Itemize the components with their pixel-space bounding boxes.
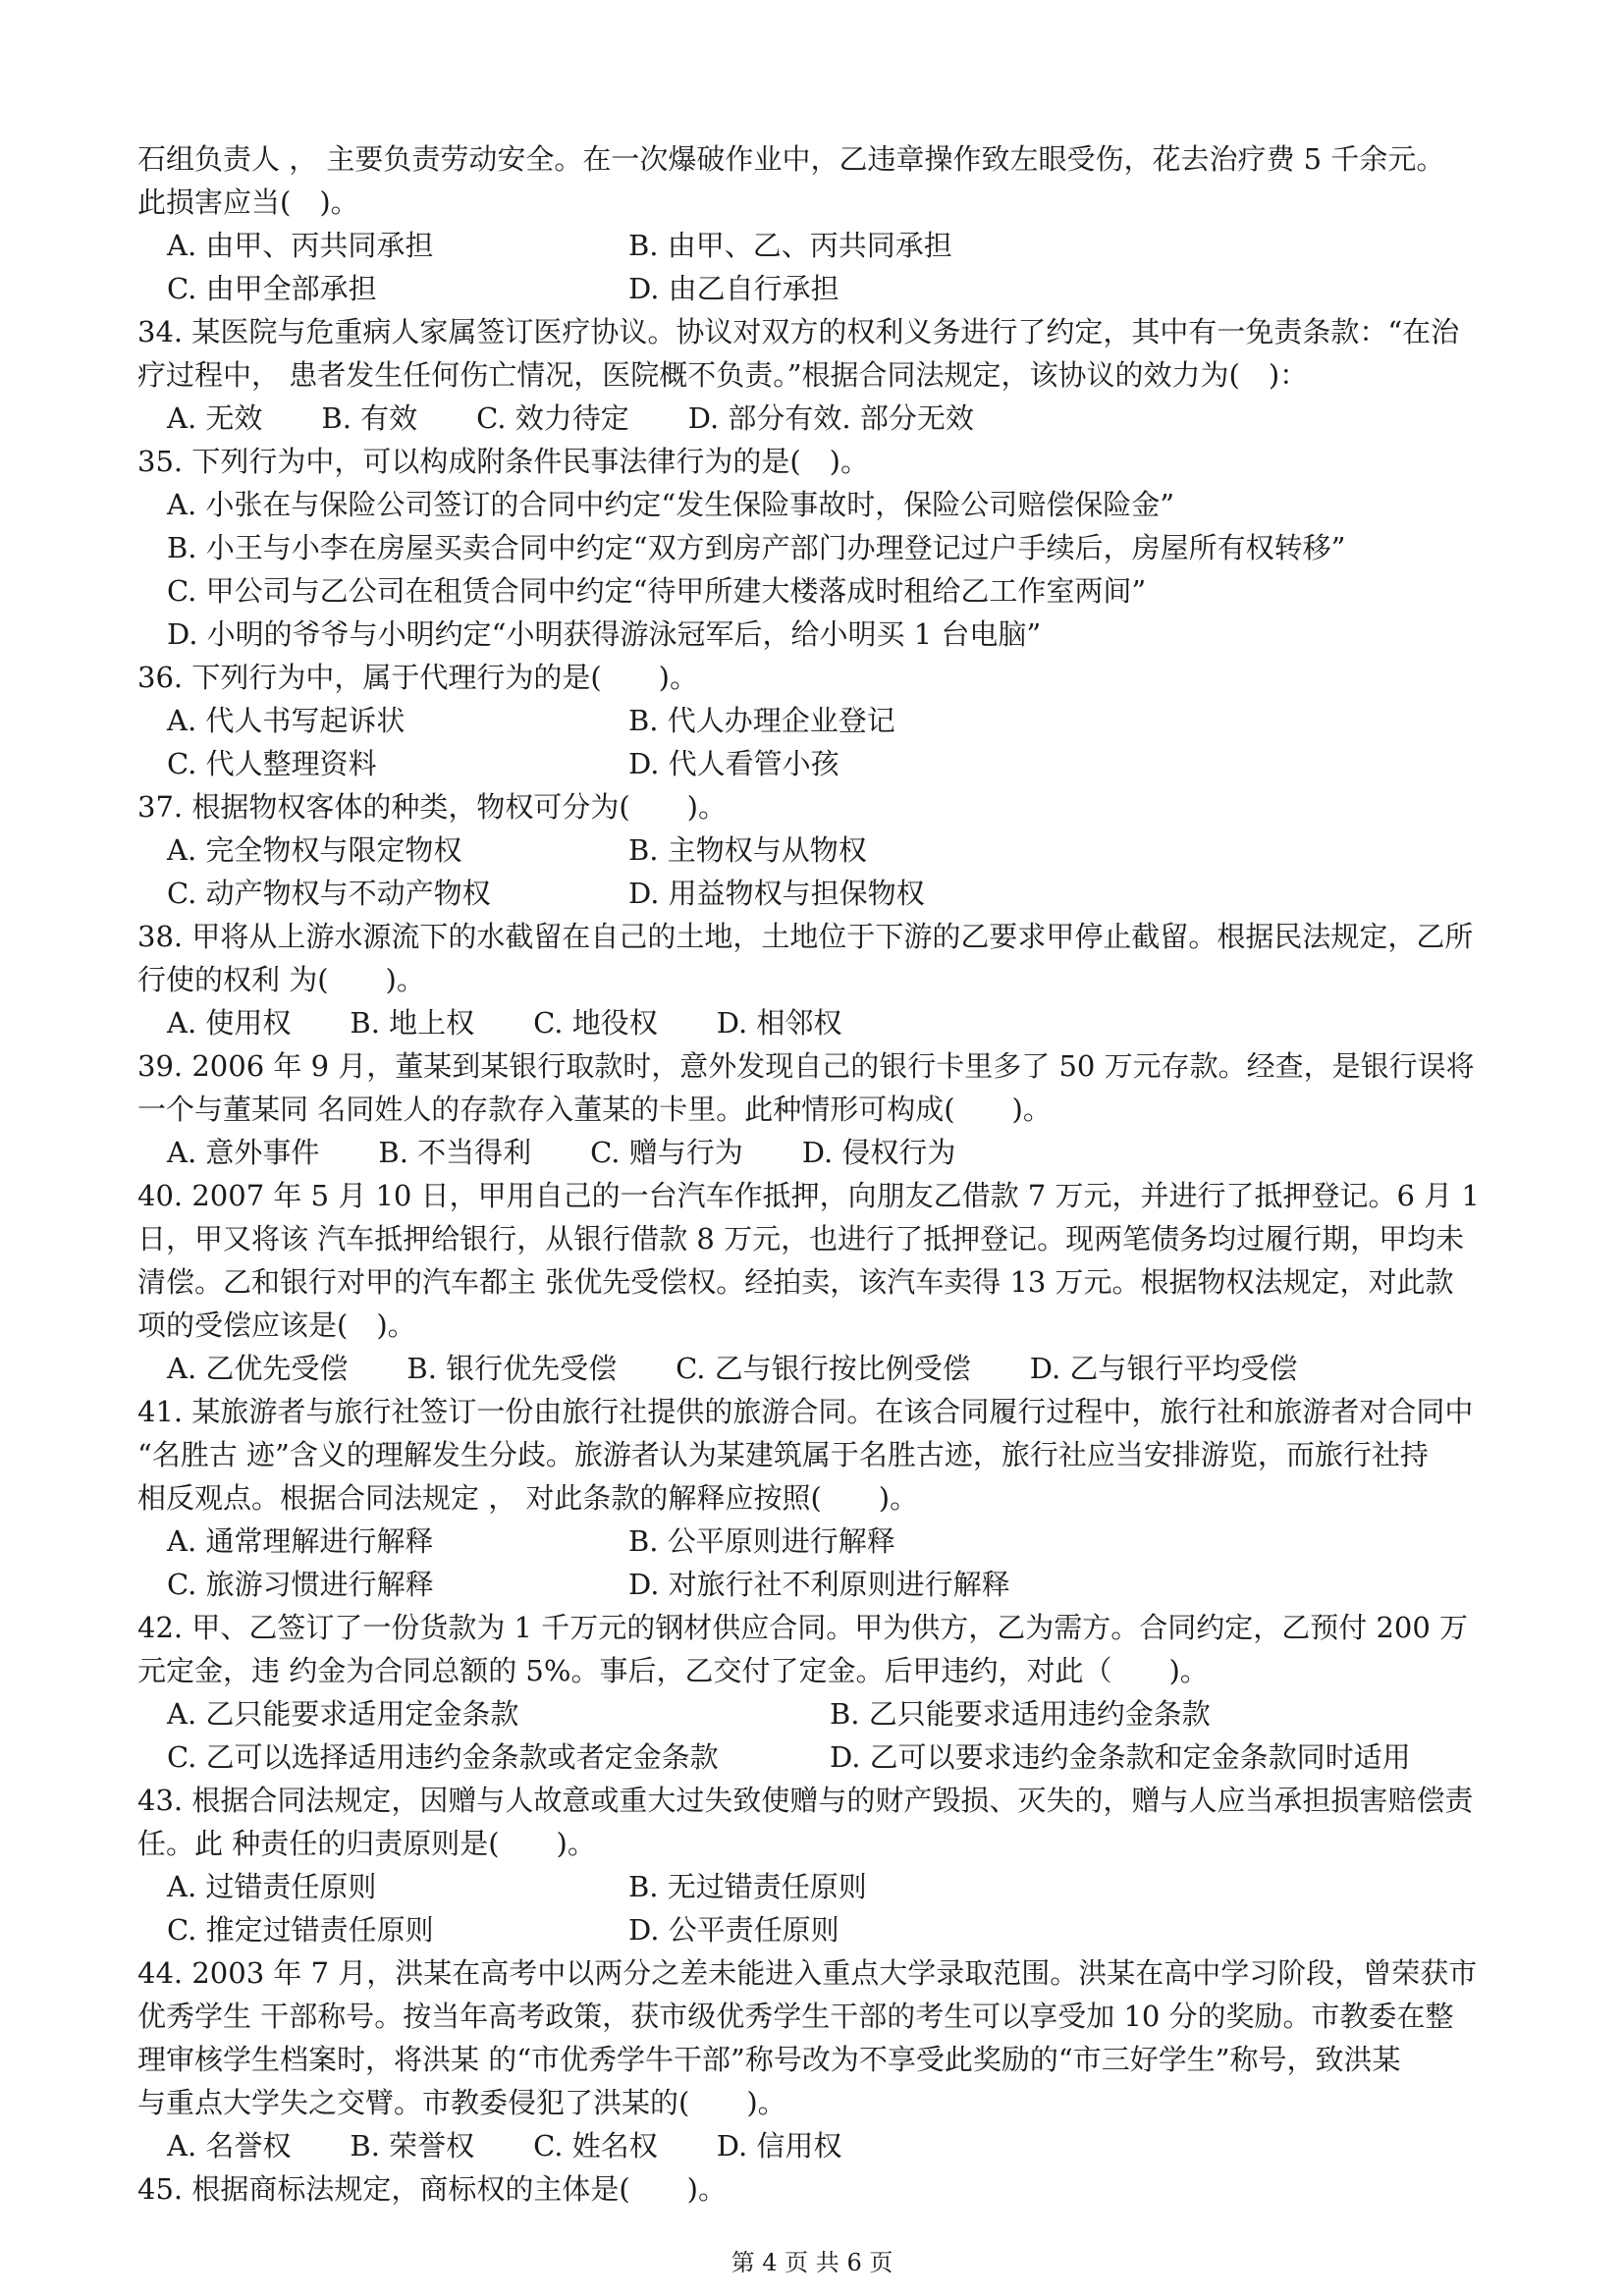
option-a: A. 无效 bbox=[167, 401, 263, 435]
option-a: A. 乙只能要求适用定金条款 bbox=[167, 1697, 519, 1731]
options-row bbox=[137, 1001, 1492, 1044]
question-text: 45. 根据商标法规定，商标权的主体是( )。 bbox=[137, 2172, 727, 2206]
question-36 bbox=[137, 656, 1492, 785]
option-c: C. 旅游习惯进行解释 bbox=[167, 1568, 434, 1601]
question-37 bbox=[137, 785, 1492, 915]
option-c: C. 姓名权 bbox=[533, 2129, 658, 2163]
option-d: D. 部分有效. 部分无效 bbox=[687, 401, 974, 435]
options-row bbox=[137, 1131, 1492, 1174]
option-c: C. 乙可以选择适用违约金条款或者定金条款 bbox=[167, 1740, 719, 1774]
option-d: D. 相邻权 bbox=[716, 1006, 842, 1040]
option-b: B. 乙只能要求适用违约金条款 bbox=[830, 1697, 1211, 1731]
option-c: C. 推定过错责任原则 bbox=[167, 1913, 434, 1947]
option-d: D. 代人看管小孩 bbox=[628, 747, 839, 780]
option-a: A. 意外事件 bbox=[167, 1136, 320, 1169]
page-footer: 第 4 页 共 6 页 bbox=[731, 2249, 893, 2276]
option-d: D. 乙与银行平均受偿 bbox=[1029, 1352, 1298, 1385]
option-d: D. 公平责任原则 bbox=[628, 1913, 839, 1947]
option-c: C. 赠与行为 bbox=[590, 1136, 743, 1169]
options-row bbox=[137, 1692, 1492, 1735]
options-row bbox=[137, 1563, 1492, 1606]
option-b: B. 不当得利 bbox=[378, 1136, 532, 1169]
option-b: B. 公平原则进行解释 bbox=[628, 1524, 895, 1558]
option-a: A. 小张在与保险公司签订的合同中约定“发生保险事故时，保险公司赔偿保险金” bbox=[167, 488, 1175, 521]
option-c: C. 由甲全部承担 bbox=[167, 272, 377, 305]
question-text: 40. 2007 年 5 月 10 日，甲用自己的一台汽车作抵押，向朋友乙借款 7 万元，并进行了抵押登记。6 月 1 bbox=[137, 1179, 1480, 1212]
question-text: 任。此 种责任的归责原则是( )。 bbox=[137, 1827, 596, 1860]
question-text: 清偿。乙和银行对甲的汽车都主 张优先受偿权。经拍卖，该汽车卖得 13 万元。根据物权法规定，对此款 bbox=[137, 1265, 1454, 1299]
question-38 bbox=[137, 915, 1492, 1044]
question-text: 36. 下列行为中，属于代理行为的是( )。 bbox=[137, 661, 698, 694]
option-b: B. 地上权 bbox=[350, 1006, 475, 1040]
option-b: B. 有效 bbox=[321, 401, 418, 435]
option-b: B. 银行优先受偿 bbox=[406, 1352, 618, 1385]
option-a: A. 过错责任原则 bbox=[167, 1870, 377, 1903]
options-row bbox=[137, 1735, 1492, 1779]
option-d: D. 信用权 bbox=[716, 2129, 842, 2163]
options-row bbox=[137, 2124, 1492, 2167]
question-text: 42. 甲、乙签订了一份货款为 1 千万元的钢材供应合同。甲为供方，乙为需方。合同约定，乙预付 200 万 bbox=[137, 1611, 1469, 1644]
question-text: 行使的权利 为( )。 bbox=[137, 963, 425, 996]
option-d: D. 侵权行为 bbox=[801, 1136, 956, 1169]
option-a: A. 使用权 bbox=[167, 1006, 292, 1040]
option-c: C. 代人整理资料 bbox=[167, 747, 377, 780]
question-text: 项的受偿应该是( )。 bbox=[137, 1308, 416, 1342]
options-row bbox=[137, 267, 1492, 310]
option-c: C. 甲公司与乙公司在租赁合同中约定“待甲所建大楼落成时租给乙工作室两间” bbox=[167, 574, 1147, 608]
options-row bbox=[137, 742, 1492, 785]
question-text: 37. 根据物权客体的种类，物权可分为( )。 bbox=[137, 790, 727, 824]
options-row bbox=[137, 872, 1492, 915]
question-34 bbox=[137, 310, 1492, 440]
question-text: 疗过程中， 患者发生任何伤亡情况，医院概不负责。”根据合同法规定，该协议的效力为( )： bbox=[137, 358, 1309, 392]
option-c: C. 效力待定 bbox=[476, 401, 629, 435]
question-text: 34. 某医院与危重病人家属签订医疗协议。协议对双方的权利义务进行了约定，其中有一免责条款：“在治 bbox=[137, 315, 1460, 348]
question-text: 一个与董某同 名同姓人的存款存入董某的卡里。此种情形可构成( )。 bbox=[137, 1093, 1052, 1126]
option-b: B. 无过错责任原则 bbox=[628, 1870, 867, 1903]
question-text: 相反观点。根据合同法规定 ， 对此条款的解释应按照( )。 bbox=[137, 1481, 919, 1515]
question-text: 理审核学生档案时，将洪某 的“市优秀学牛干部”称号改为不享受此奖励的“市三好学生”称号，致洪某 bbox=[137, 2043, 1401, 2076]
question-39 bbox=[137, 1044, 1492, 1174]
question-text: 元定金，违 约金为合同总额的 5%。事后，乙交付了定金。后甲违约，对此（ )。 bbox=[137, 1654, 1209, 1687]
question-text: 39. 2006 年 9 月，董某到某银行取款时，意外发现自己的银行卡里多了 50 万元存款。经查，是银行误将 bbox=[137, 1049, 1475, 1083]
option-c: C. 地役权 bbox=[533, 1006, 658, 1040]
option-a: A. 由甲、丙共同承担 bbox=[167, 229, 434, 262]
question-text: 与重点大学失之交臂。市教委侵犯了洪某的( )。 bbox=[137, 2086, 786, 2119]
option-d: D. 小明的爷爷与小明约定“小明获得游泳冠军后，给小明买 1 台电脑” bbox=[167, 617, 1042, 651]
options-row bbox=[137, 1347, 1492, 1390]
options-row bbox=[137, 397, 1492, 440]
question-35 bbox=[137, 440, 1492, 656]
options-row bbox=[137, 1520, 1492, 1563]
question-text: “名胜古 迹”含义的理解发生分歧。旅游者认为某建筑属于名胜古迹，旅行社应当安排游览，而旅行社持 bbox=[137, 1438, 1429, 1471]
question-text: 38. 甲将从上游水源流下的水截留在自己的土地，土地位于下游的乙要求甲停止截留。根据民法规定，乙所 bbox=[137, 920, 1474, 953]
question-text: 43. 根据合同法规定，因赠与人故意或重大过失致使赠与的财产毁损、灭失的，赠与人应当承担损害赔偿责 bbox=[137, 1784, 1474, 1817]
question-text: 日，甲又将该 汽车抵押给银行，从银行借款 8 万元，也进行了抵押登记。现两笔债务均过履行期，甲均未 bbox=[137, 1222, 1465, 1255]
option-a: A. 通常理解进行解释 bbox=[167, 1524, 434, 1558]
options-row bbox=[137, 1865, 1492, 1908]
question-44 bbox=[137, 1951, 1492, 2167]
option-b: B. 荣誉权 bbox=[350, 2129, 475, 2163]
option-d: D. 对旅行社不利原则进行解释 bbox=[628, 1568, 1010, 1601]
option-b: B. 由甲、乙、丙共同承担 bbox=[628, 229, 952, 262]
questions-body bbox=[137, 137, 1492, 2211]
question-text: 44. 2003 年 7 月，洪某在高考中以两分之差未能进入重点大学录取范围。洪某在高中学习阶段，曾荣获市 bbox=[137, 1956, 1478, 1990]
option-d: D. 由乙自行承担 bbox=[628, 272, 839, 305]
question-41 bbox=[137, 1390, 1492, 1606]
question-text: 35. 下列行为中，可以构成附条件民事法律行为的是( )。 bbox=[137, 445, 869, 478]
question-42 bbox=[137, 1606, 1492, 1779]
option-d: D. 用益物权与担保物权 bbox=[628, 877, 925, 910]
option-d: D. 乙可以要求违约金条款和定金条款同时适用 bbox=[830, 1740, 1411, 1774]
options-row bbox=[137, 224, 1492, 267]
option-a: A. 乙优先受偿 bbox=[167, 1352, 349, 1385]
question-text: 优秀学生 干部称号。按当年高考政策，获市级优秀学生干部的考生可以享受加 10 分的奖励。市教委在整 bbox=[137, 2000, 1454, 2033]
option-c: C. 乙与银行按比例受偿 bbox=[676, 1352, 971, 1385]
question-text: 41. 某旅游者与旅行社签订一份由旅行社提供的旅游合同。在该合同履行过程中，旅行社和旅游者对合同中 bbox=[137, 1395, 1474, 1428]
option-a: A. 完全物权与限定物权 bbox=[167, 833, 462, 867]
question-text: 石组负责人 ， 主要负责劳动安全。在一次爆破作业中，乙违章操作致左眼受伤，花去治疗费 5 千余元。 bbox=[137, 142, 1445, 176]
question-43 bbox=[137, 1779, 1492, 1951]
question-text: 此损害应当( )。 bbox=[137, 186, 359, 219]
options-row bbox=[137, 1908, 1492, 1951]
option-a: A. 代人书写起诉状 bbox=[167, 704, 406, 737]
question-45 bbox=[137, 2167, 1492, 2211]
option-b: B. 小王与小李在房屋买卖合同中约定“双方到房产部门办理登记过户手续后，房屋所有权转移” bbox=[167, 531, 1346, 564]
question-40 bbox=[137, 1174, 1492, 1390]
options-row bbox=[137, 828, 1492, 872]
question-33 bbox=[137, 137, 1492, 310]
option-b: B. 主物权与从物权 bbox=[628, 833, 867, 867]
option-b: B. 代人办理企业登记 bbox=[628, 704, 895, 737]
option-c: C. 动产物权与不动产物权 bbox=[167, 877, 491, 910]
option-a: A. 名誉权 bbox=[167, 2129, 292, 2163]
options-row bbox=[137, 699, 1492, 742]
